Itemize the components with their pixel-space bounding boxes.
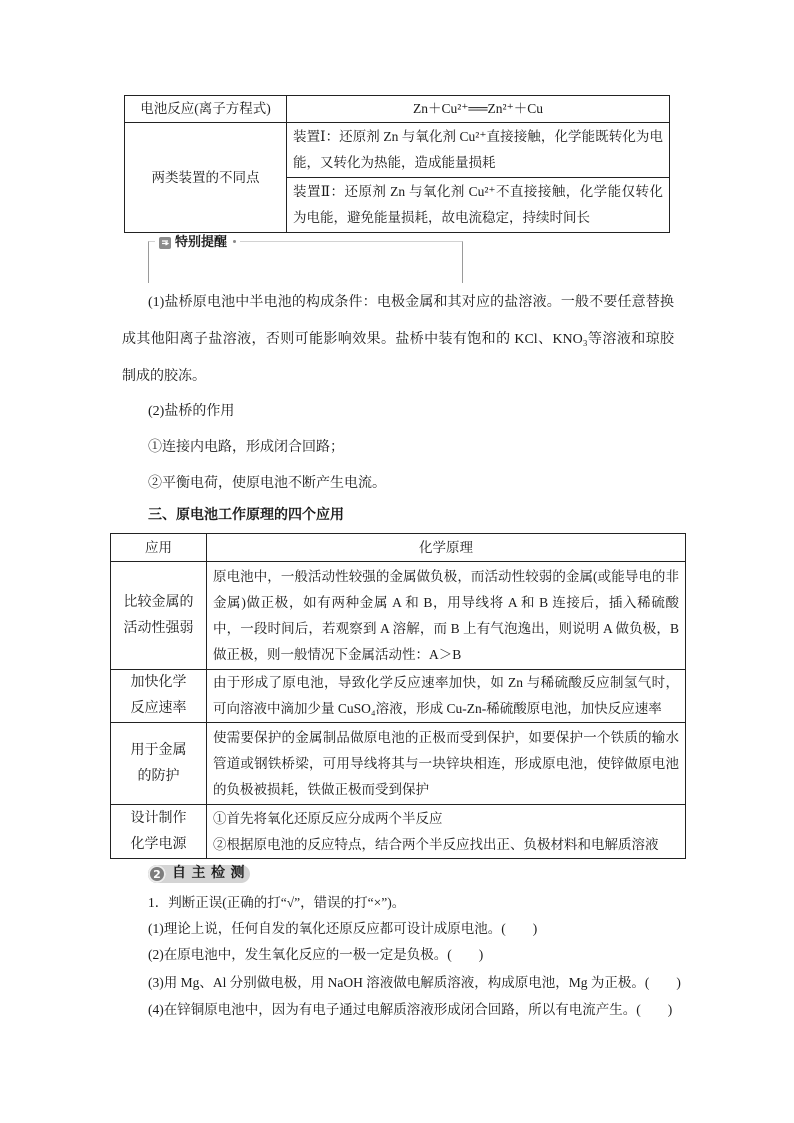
tip-box-title: 特别提醒 <box>175 234 228 249</box>
reaction-equation-cell: Zn＋Cu²⁺══Zn²⁺＋Cu <box>287 96 670 123</box>
salt-bridge-point-1: ①连接内电路，形成闭合回路； <box>148 440 344 455</box>
principle-line: ②根据原电池的反应特点，结合两个半反应找出正、负极材料和电解质溶液 <box>213 836 659 852</box>
battery-comparison-table <box>124 95 670 233</box>
decorative-dot <box>233 240 236 243</box>
question-item: (1)理论上说，任何自发的氧化还原反应都可设计成原电池。( ) <box>148 921 538 936</box>
self-check-number-icon: 2 <box>148 865 166 883</box>
table-row <box>125 96 670 123</box>
tip-box <box>148 234 463 283</box>
question-item: (3)用 Mg、Al 分别做电极，用 NaOH 溶液做电解质溶液，构成原电池，Mg 为正极。( ) <box>148 975 681 990</box>
header-principle: 化学原理 <box>207 534 686 562</box>
question-item: (4)在锌铜原电池中，因为有电子通过电解质溶液形成闭合回路，所以有电流产生。( ) <box>148 1002 673 1017</box>
application-cell <box>111 723 207 805</box>
question-item: (2)在原电池中，发生氧化反应的一极一定是负极。( ) <box>148 947 484 962</box>
table-row <box>111 723 686 805</box>
principle-line: ①首先将氧化还原反应分成两个半反应 <box>213 810 443 826</box>
application-line: 加快化学 <box>130 675 187 690</box>
application-line: 比较金属的 <box>123 594 194 610</box>
section-heading: 三、原电池工作原理的四个应用 <box>148 508 344 523</box>
application-cell <box>111 562 207 670</box>
principle-cell <box>207 805 686 859</box>
salt-bridge-paragraph-2: (2)盐桥的作用 <box>148 404 235 419</box>
applications-table <box>110 533 686 859</box>
principle-cell: 由于形成了原电池，导致化学反应速率加快，如 Zn 与稀硫酸反应制氢气时，可向溶液中滴加少量 CuSO₄溶液，形成 Cu-Zn-稀硫酸原电池，加快反应速率 <box>207 670 686 723</box>
principle-cell: 使需要保护的金属制品做原电池的正极而受到保护，如要保护一个铁质的输水管道或钢铁桥梁，可用导线将其与一块锌块相连，形成原电池，使锌做原电池的负极被损耗，铁做正极而受到保护 <box>207 723 686 805</box>
principle-cell: 原电池中，一般活动性较强的金属做负极，而活动性较弱的金属(或能导电的非金属)做正极，如有两种金属 A 和 B，用导线将 A 和 B 连接后，插入稀硫酸中，一段时间后，若观察到 A 溶解，而 B 上有气泡逸出，则说明 A 做负极，B 做正极，则一般情况下金属活动性：A＞B <box>207 562 686 670</box>
table-header-row <box>111 534 686 562</box>
application-line: 化学电源 <box>130 836 187 852</box>
application-line: 用于金属 <box>130 742 187 758</box>
tip-box-header <box>155 233 240 250</box>
device-2-cell: 装置Ⅱ：还原剂 Zn 与氧化剂 Cu²⁺不直接接触，化学能仅转化为电能，避免能量损耗，故电流稳定，持续时间长 <box>287 178 670 233</box>
salt-bridge-paragraph-1: (1)盐桥原电池中半电池的构成条件：电极金属和其对应的盐溶液。一般不要任意替换成其他阳离子盐溶液，否则可能影响效果。盐桥中装有饱和的 KCl、KNO₃等溶液和琼胶制成的胶冻。 <box>122 295 674 384</box>
application-line: 的防护 <box>137 768 180 784</box>
difference-label-cell: 两类装置的不同点 <box>125 123 287 233</box>
application-cell <box>111 805 207 859</box>
table-row <box>111 670 686 723</box>
note-icon <box>159 236 171 248</box>
salt-bridge-point-2: ②平衡电荷，使原电池不断产生电流。 <box>148 476 386 491</box>
application-line: 设计制作 <box>130 810 187 826</box>
application-line: 反应速率 <box>130 701 187 716</box>
header-application: 应用 <box>111 534 207 562</box>
table-row <box>125 123 670 178</box>
reaction-label-cell: 电池反应(离子方程式) <box>125 96 287 123</box>
application-cell <box>111 670 207 723</box>
self-check-title: 自 主 检 测 <box>172 866 246 881</box>
table-row <box>111 562 686 670</box>
device-1-cell: 装置Ⅰ：还原剂 Zn 与氧化剂 Cu²⁺直接接触，化学能既转化为电能，又转化为热能，造成能量损耗 <box>287 123 670 178</box>
self-check-header <box>148 865 250 883</box>
table-row <box>111 805 686 859</box>
question-title: 1．判断正误(正确的打“√”，错误的打“×”)。 <box>148 895 406 910</box>
application-line: 活动性强弱 <box>123 620 194 636</box>
